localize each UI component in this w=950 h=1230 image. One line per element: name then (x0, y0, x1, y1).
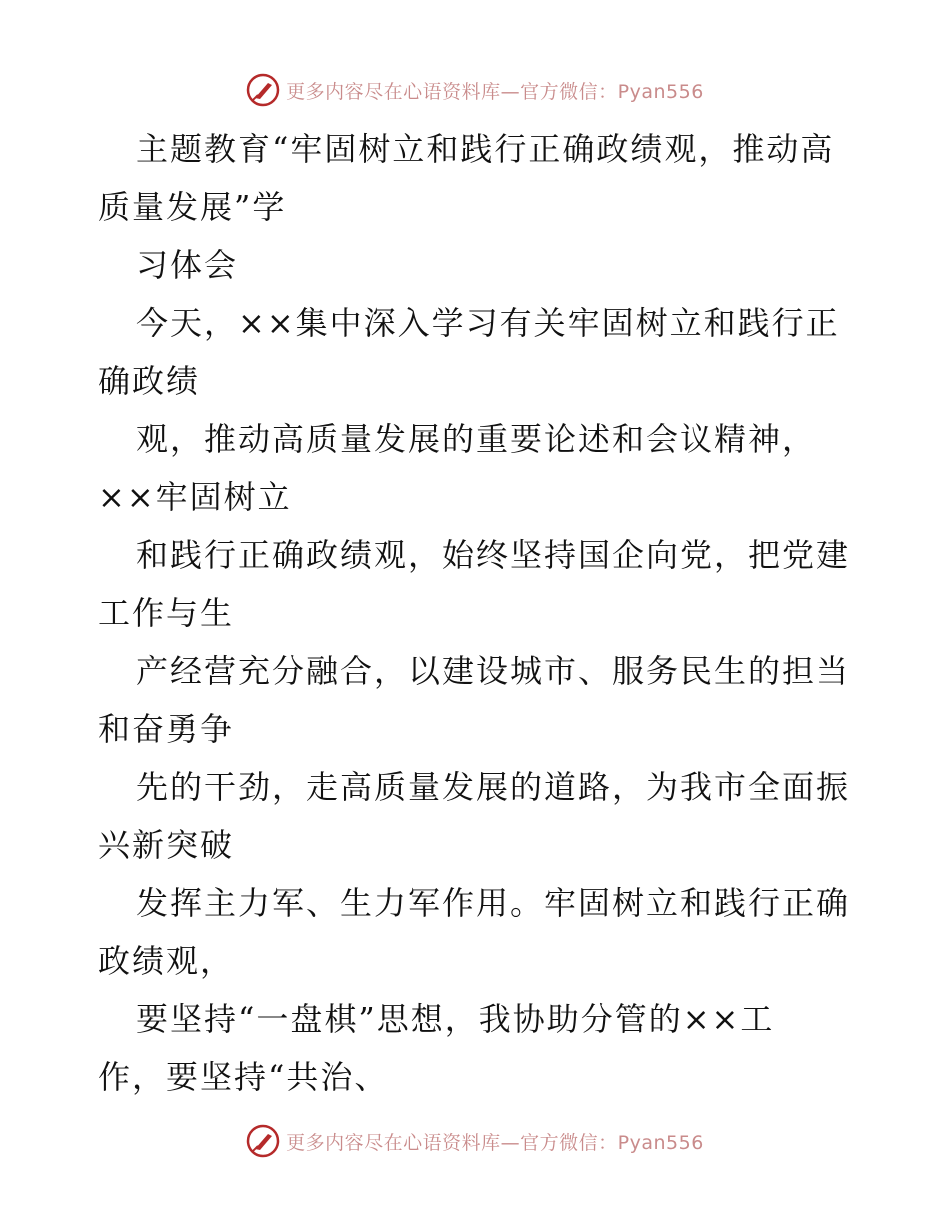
text-line: 兴新突破 (98, 826, 235, 864)
header-watermark-text: 更多内容尽在心语资料库—官方微信：Pyan556 (286, 80, 704, 103)
header-watermark-banner (0, 70, 950, 110)
text-line: 质量发展”学 (98, 188, 287, 226)
text-line: 习体会 (136, 246, 239, 284)
text-line: 产经营充分融合，以建设城市、服务民生的担当 (136, 652, 851, 690)
text-line: 主题教育“牢固树立和践行正确政绩观，推动高 (136, 130, 835, 168)
text-line: 要坚持“一盘棋”思想，我协助分管的××工 (136, 1000, 775, 1038)
quill-logo-icon (246, 1124, 280, 1158)
text-line: 工作与生 (98, 594, 235, 632)
text-line: 确政绩 (98, 362, 201, 400)
footer-watermark-banner (0, 1121, 950, 1161)
quill-logo-icon (246, 73, 280, 107)
text-line: ××牢固树立 (98, 478, 292, 516)
text-line: 发挥主力军、生力军作用。牢固树立和践行正确 (136, 884, 851, 922)
text-line: 观，推动高质量发展的重要论述和会议精神， (136, 420, 817, 458)
text-line: 先的干劲，走高质量发展的道路，为我市全面振 (136, 768, 851, 806)
text-line: 作，要坚持“共治、 (98, 1058, 389, 1096)
document-body (98, 120, 858, 1106)
text-line: 和践行正确政绩观，始终坚持国企向党，把党建 (136, 536, 851, 574)
text-line: 政绩观， (98, 942, 235, 980)
text-line: 和奋勇争 (98, 710, 235, 748)
footer-watermark-text: 更多内容尽在心语资料库—官方微信：Pyan556 (286, 1131, 704, 1154)
text-line: 今天，××集中深入学习有关牢固树立和践行正 (136, 304, 840, 342)
